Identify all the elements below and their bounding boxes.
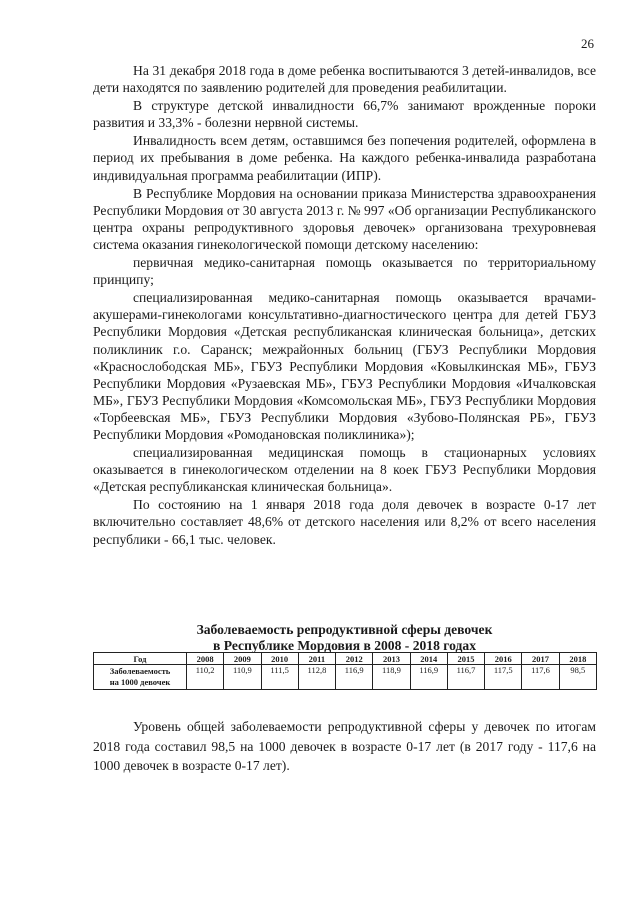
value-cell: 110,2 xyxy=(187,665,224,690)
value-cell: 116,7 xyxy=(447,665,484,690)
body-text xyxy=(93,62,596,548)
table-header-row xyxy=(94,653,597,665)
value-cell: 117,6 xyxy=(522,665,559,690)
year-cell: 2011 xyxy=(298,653,335,665)
value-cell: 116,9 xyxy=(336,665,373,690)
value-cell: 118,9 xyxy=(373,665,410,690)
value-cell: 98,5 xyxy=(559,665,596,690)
paragraph: В Республике Мордовия на основании приказа Министерства здравоохранения Республики Мордовия от 30 августа 2013 г. № 997 «Об организации Республиканского центра охраны репродуктивного здоровья девочек» организована трехуровневая система оказания гинекологической помощи детскому населению: xyxy=(93,185,596,252)
table-row xyxy=(94,665,597,690)
page-number: 26 xyxy=(581,36,594,51)
paragraph: первичная медико-санитарная помощь оказывается по территориальному принципу; xyxy=(93,255,596,288)
table-title-line: в Республике Мордовия в 2008 - 2018 годах xyxy=(212,638,477,653)
year-cell: 2009 xyxy=(224,653,261,665)
paragraph: По состоянию на 1 января 2018 года доля девочек в возрасте 0-17 лет включительно составляет 48,6% от детского населения или 8,2% от всего населения республики - 66,1 тыс. человек. xyxy=(93,497,596,547)
paragraph: На 31 декабря 2018 года в доме ребенка воспитываются 3 детей-инвалидов, все дети находятся по заявлению родителей для проведения реабилитации. xyxy=(93,63,596,96)
table-title-line: Заболеваемость репродуктивной сферы девочек xyxy=(196,622,493,637)
year-cell: 2018 xyxy=(559,653,596,665)
paragraph: специализированная медико-санитарная помощь оказывается врачами-акушерами-гинекологами консультативно-диагностического центра для детей ГБУЗ Республики Мордовия «Детская республиканская клиническая больница», детских поликлиник г.о. Саранск; межрайонных больниц (ГБУЗ Республики Мордовия «Краснослободская МБ», ГБУЗ Республики Мордовия «Ковылкинская МБ», ГБУЗ Республики Мордовия «Рузаевская МБ», ГБУЗ Республики Мордовия «Ичалковская МБ», ГБУЗ Республики Мордовия «Комсомольская МБ», ГБУЗ Республики Мордовия «Торбеевская МБ», ГБУЗ Республики Мордовия «Зубово-Полянская РБ», ГБУЗ Республики Мордовия «Ромодановская поликлиника»); xyxy=(93,290,596,442)
year-cell: 2010 xyxy=(261,653,298,665)
row-label-line: на 1000 девочек xyxy=(109,677,171,687)
value-cell: 116,9 xyxy=(410,665,447,690)
year-cell: 2014 xyxy=(410,653,447,665)
year-cell: 2015 xyxy=(447,653,484,665)
year-cell: 2013 xyxy=(373,653,410,665)
value-cell: 110,9 xyxy=(224,665,261,690)
paragraph: Инвалидность всем детям, оставшимся без попечения родителей, оформлена в период их пребывания в доме ребенка. На каждого ребенка-инвалида разработана индивидуальная программа реабилитации (ИПР). xyxy=(93,133,596,183)
year-cell: 2016 xyxy=(485,653,522,665)
row-label-line: Заболеваемость xyxy=(109,666,171,676)
conclusion-text xyxy=(93,717,596,776)
table-title xyxy=(93,622,596,654)
year-cell: 2012 xyxy=(336,653,373,665)
paragraph: Уровень общей заболеваемости репродуктивной сферы у девочек по итогам 2018 года составил 98,5 на 1000 девочек в возрасте 0-17 лет (в 2017 году - 117,6 на 1000 девочек в возрасте 0-17 лет). xyxy=(93,719,596,773)
year-header: Год xyxy=(94,653,187,665)
year-cell: 2008 xyxy=(187,653,224,665)
paragraph: В структуре детской инвалидности 66,7% занимают врожденные пороки развития и 33,3% - болезни нервной системы. xyxy=(93,98,596,131)
year-cell: 2017 xyxy=(522,653,559,665)
morbidity-table xyxy=(93,652,597,690)
paragraph: специализированная медицинская помощь в стационарных условиях оказывается в гинекологическом отделении на 8 коек ГБУЗ Республики Мордовия «Детская республиканская клиническая больница». xyxy=(93,445,596,495)
row-label xyxy=(94,665,187,690)
value-cell: 111,5 xyxy=(261,665,298,690)
value-cell: 112,8 xyxy=(298,665,335,690)
value-cell: 117,5 xyxy=(485,665,522,690)
